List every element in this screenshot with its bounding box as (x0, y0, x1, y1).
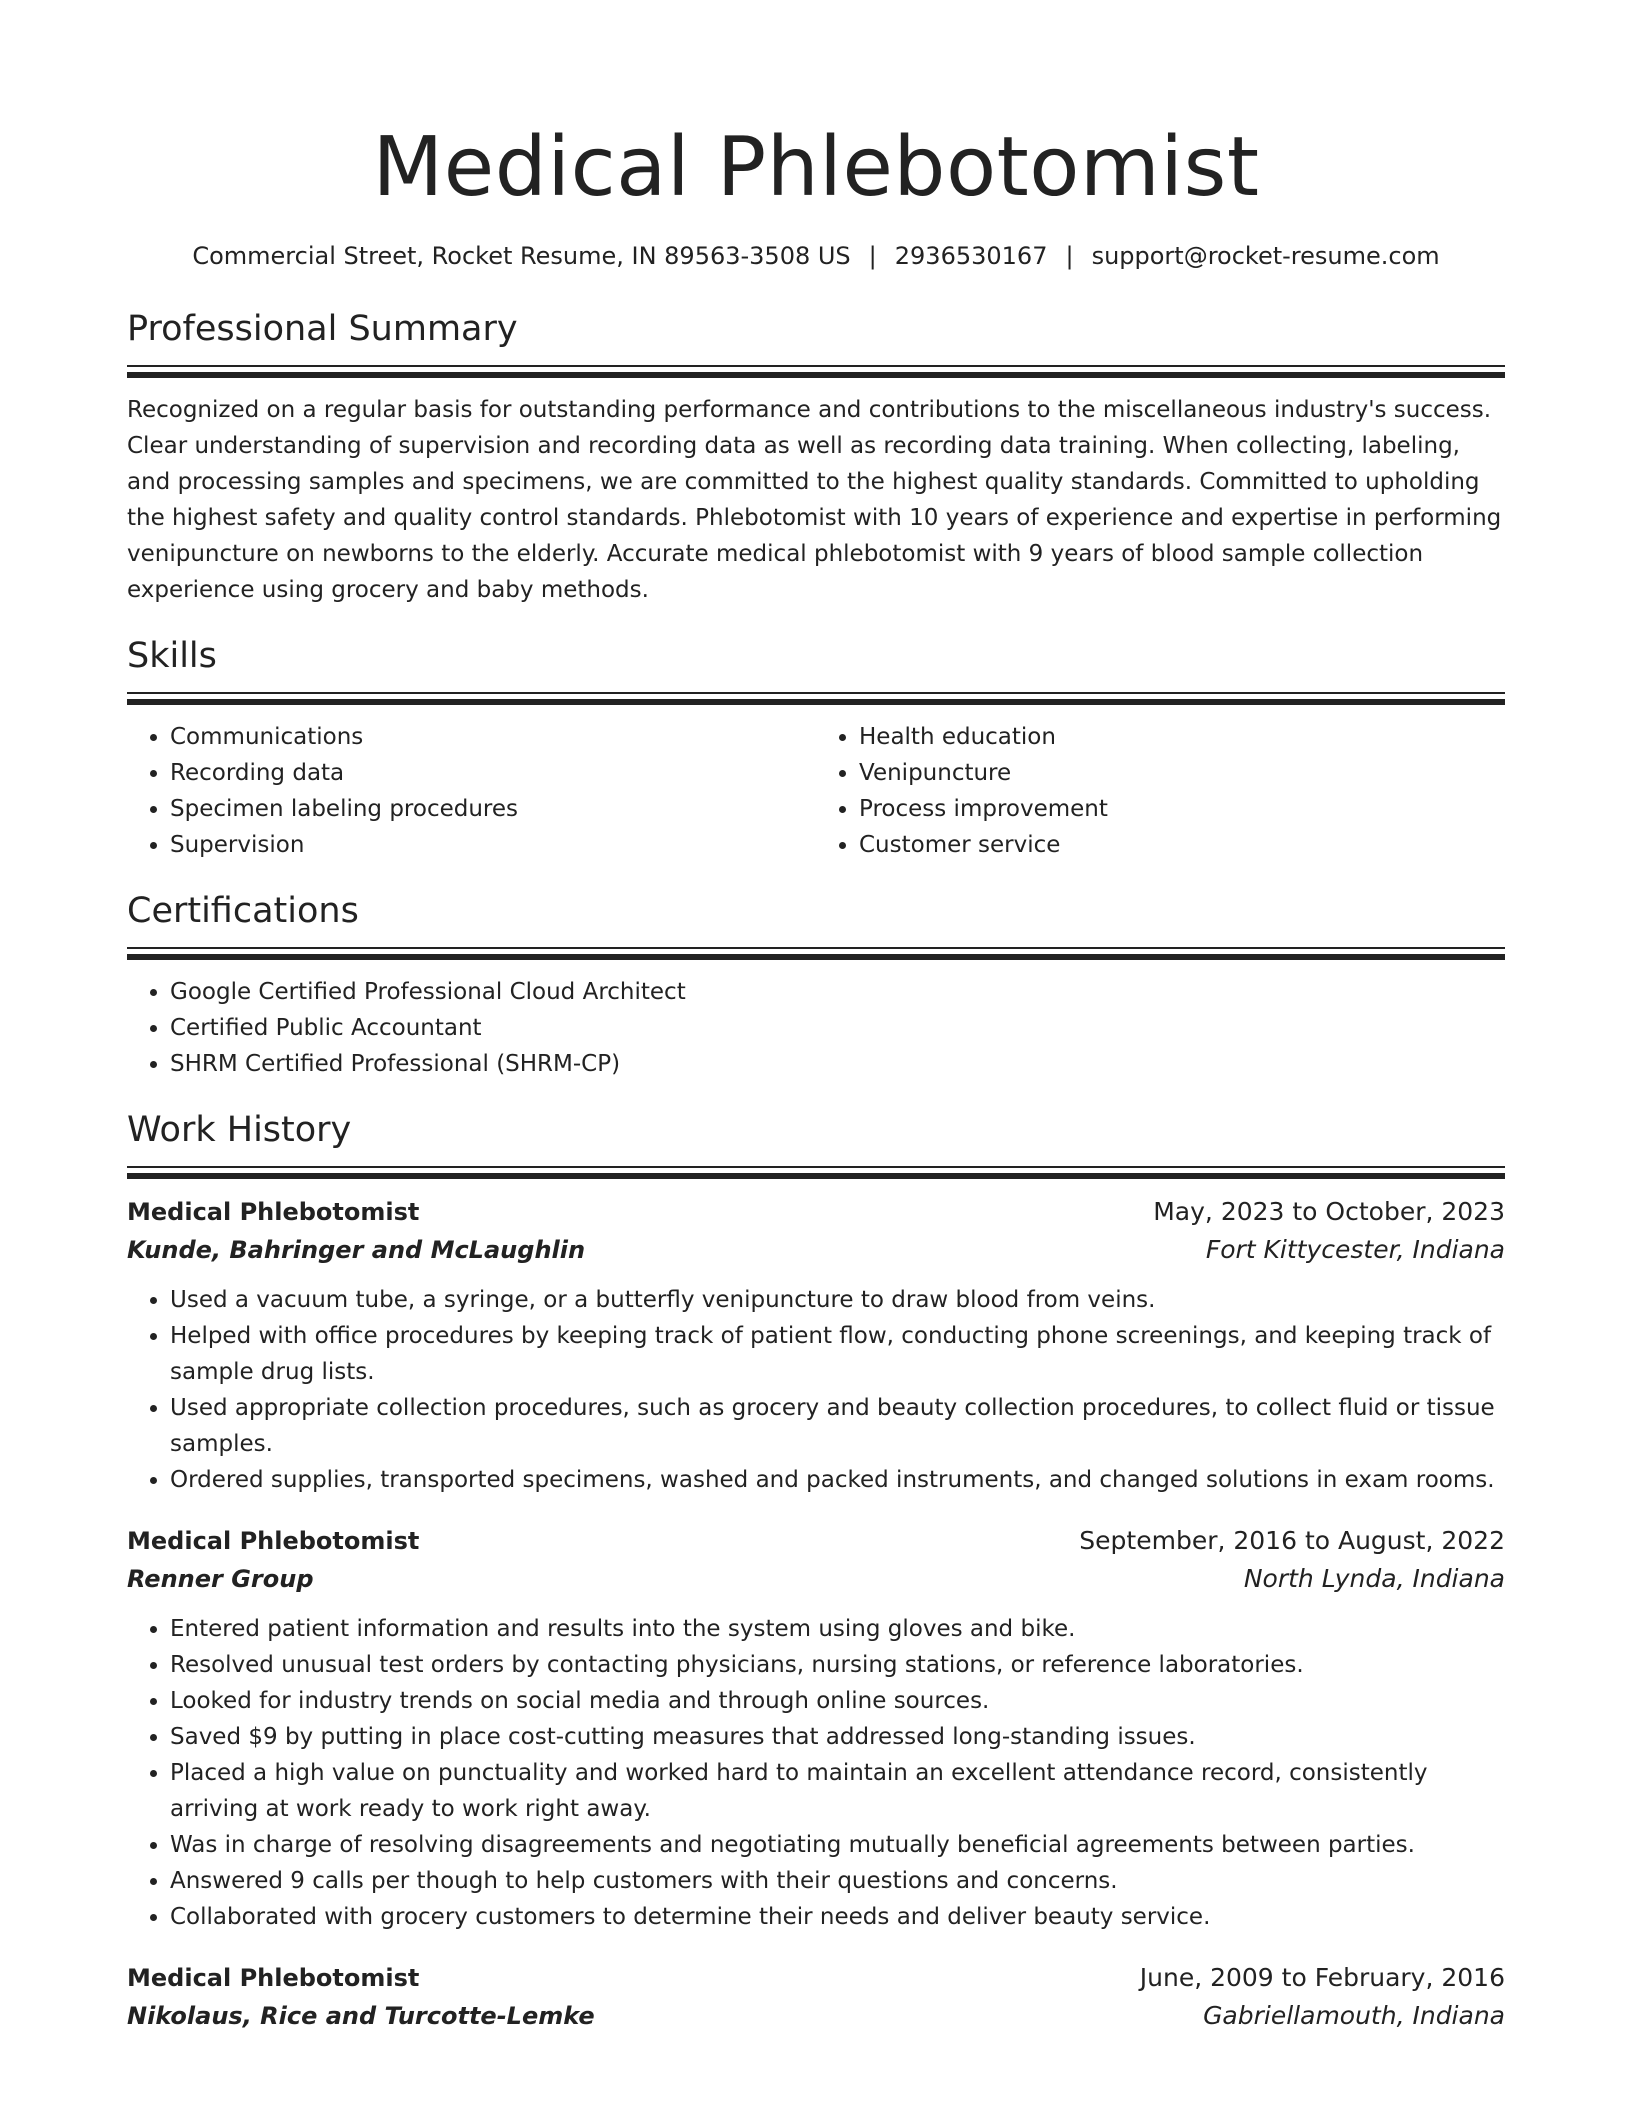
job-bullet: • Resolved unusual test orders by contacting physicians, nursing stations, or reference laboratories. (170, 1647, 1505, 1683)
job-dates: September, 2016 to August, 2022 (1079, 1526, 1505, 1555)
skill-item: • Health education (859, 719, 1505, 755)
section-divider (127, 947, 1505, 949)
job-entry (127, 1193, 1505, 1498)
job-header (127, 1522, 1505, 1560)
job-subheader (127, 1231, 1505, 1269)
job-company: Renner Group (127, 1565, 314, 1593)
job-company: Nikolaus, Rice and Turcotte-Lemke (127, 2002, 595, 2030)
summary-section (127, 306, 1505, 608)
job-bullet: • Used appropriate collection procedures, such as grocery and beauty collection procedures, to collect fluid or tissue samples. (170, 1390, 1505, 1462)
section-divider (127, 692, 1505, 694)
section-divider (127, 954, 1505, 960)
skill-item: • Customer service (859, 827, 1505, 863)
skills-section (127, 633, 1505, 863)
skill-item: • Recording data (170, 755, 816, 791)
job-title: Medical Phlebotomist (127, 1527, 420, 1555)
job-bullet: • Used a vacuum tube, a syringe, or a butterfly venipuncture to draw blood from veins. (170, 1282, 1505, 1318)
certifications-section (127, 888, 1505, 1082)
contact-separator: | (868, 242, 877, 270)
section-divider (127, 372, 1505, 378)
job-location: North Lynda, Indiana (1243, 1564, 1505, 1593)
contact-line (127, 240, 1505, 272)
job-entry (127, 1522, 1505, 1935)
certification-item: • SHRM Certified Professional (SHRM-CP) (170, 1046, 1505, 1082)
section-divider (127, 699, 1505, 705)
section-title-certifications: Certifications (127, 891, 359, 931)
certification-item: • Google Certified Professional Cloud Architect (170, 974, 1505, 1010)
skill-item: • Process improvement (859, 791, 1505, 827)
job-company: Kunde, Bahringer and McLaughlin (127, 1236, 586, 1264)
contact-email: support@rocket-resume.com (1091, 242, 1440, 270)
job-bullets (127, 1611, 1505, 1935)
skill-item: • Communications (170, 719, 816, 755)
certifications-list (127, 974, 1505, 1082)
job-location: Gabriellamouth, Indiana (1203, 2001, 1505, 2030)
resume-name: Medical Phlebotomist (372, 120, 1260, 215)
job-bullet: • Helped with office procedures by keeping track of patient flow, conducting phone screenings, and keeping track of sample drug lists. (170, 1318, 1505, 1390)
summary-text: Recognized on a regular basis for outstanding performance and contributions to the miscellaneous industry's success. Clear understanding of supervision and recording data as well as recording data training. When collecting, labeling, and processing samples and specimens, we are committed to the highest quality standards. Committed to upholding the highest safety and quality control standards. Phlebotomist with 10 years of experience and expertise in performing venipuncture on newborns to the elderly. Accurate medical phlebotomist with 9 years of blood sample collection experience using grocery and baby methods. (127, 397, 1502, 603)
section-title-work-history: Work History (127, 1110, 352, 1150)
skill-item: • Supervision (170, 827, 816, 863)
job-subheader (127, 1560, 1505, 1598)
contact-address: Commercial Street, Rocket Resume, IN 89563-3508 US (192, 242, 851, 270)
job-header (127, 1193, 1505, 1231)
section-title-summary: Professional Summary (127, 309, 518, 349)
job-location: Fort Kittycester, Indiana (1205, 1235, 1505, 1264)
job-entry (127, 1959, 1505, 2035)
work-history-section (127, 1107, 1505, 2035)
job-dates: May, 2023 to October, 2023 (1153, 1197, 1505, 1226)
skills-list-right (816, 719, 1505, 863)
job-bullet: • Entered patient information and results into the system using gloves and bike. (170, 1611, 1505, 1647)
section-divider (127, 1166, 1505, 1168)
job-title: Medical Phlebotomist (127, 1198, 420, 1226)
job-bullet: • Looked for industry trends on social media and through online sources. (170, 1683, 1505, 1719)
job-subheader (127, 1997, 1505, 2035)
job-bullet: • Answered 9 calls per though to help customers with their questions and concerns. (170, 1863, 1505, 1899)
job-dates: June, 2009 to February, 2016 (1139, 1963, 1505, 1992)
skills-columns (127, 719, 1505, 863)
skill-item: • Specimen labeling procedures (170, 791, 816, 827)
section-divider (127, 365, 1505, 367)
job-header (127, 1959, 1505, 1997)
job-title: Medical Phlebotomist (127, 1964, 420, 1992)
job-bullet: • Collaborated with grocery customers to determine their needs and deliver beauty service. (170, 1899, 1505, 1935)
job-bullet: • Placed a high value on punctuality and worked hard to maintain an excellent attendance record, consistently arriving at work ready to work right away. (170, 1755, 1505, 1827)
contact-separator: | (1065, 242, 1074, 270)
job-bullet: • Was in charge of resolving disagreements and negotiating mutually beneficial agreements between parties. (170, 1827, 1505, 1863)
job-bullets (127, 1282, 1505, 1498)
section-title-skills: Skills (127, 636, 217, 676)
section-divider (127, 1173, 1505, 1179)
skills-list-left (127, 719, 816, 863)
skill-item: • Venipuncture (859, 755, 1505, 791)
job-bullet: • Saved $9 by putting in place cost-cutting measures that addressed long-standing issues. (170, 1719, 1505, 1755)
certification-item: • Certified Public Accountant (170, 1010, 1505, 1046)
contact-phone: 2936530167 (894, 242, 1048, 270)
job-bullet: • Ordered supplies, transported specimens, washed and packed instruments, and changed solutions in exam rooms. (170, 1462, 1505, 1498)
